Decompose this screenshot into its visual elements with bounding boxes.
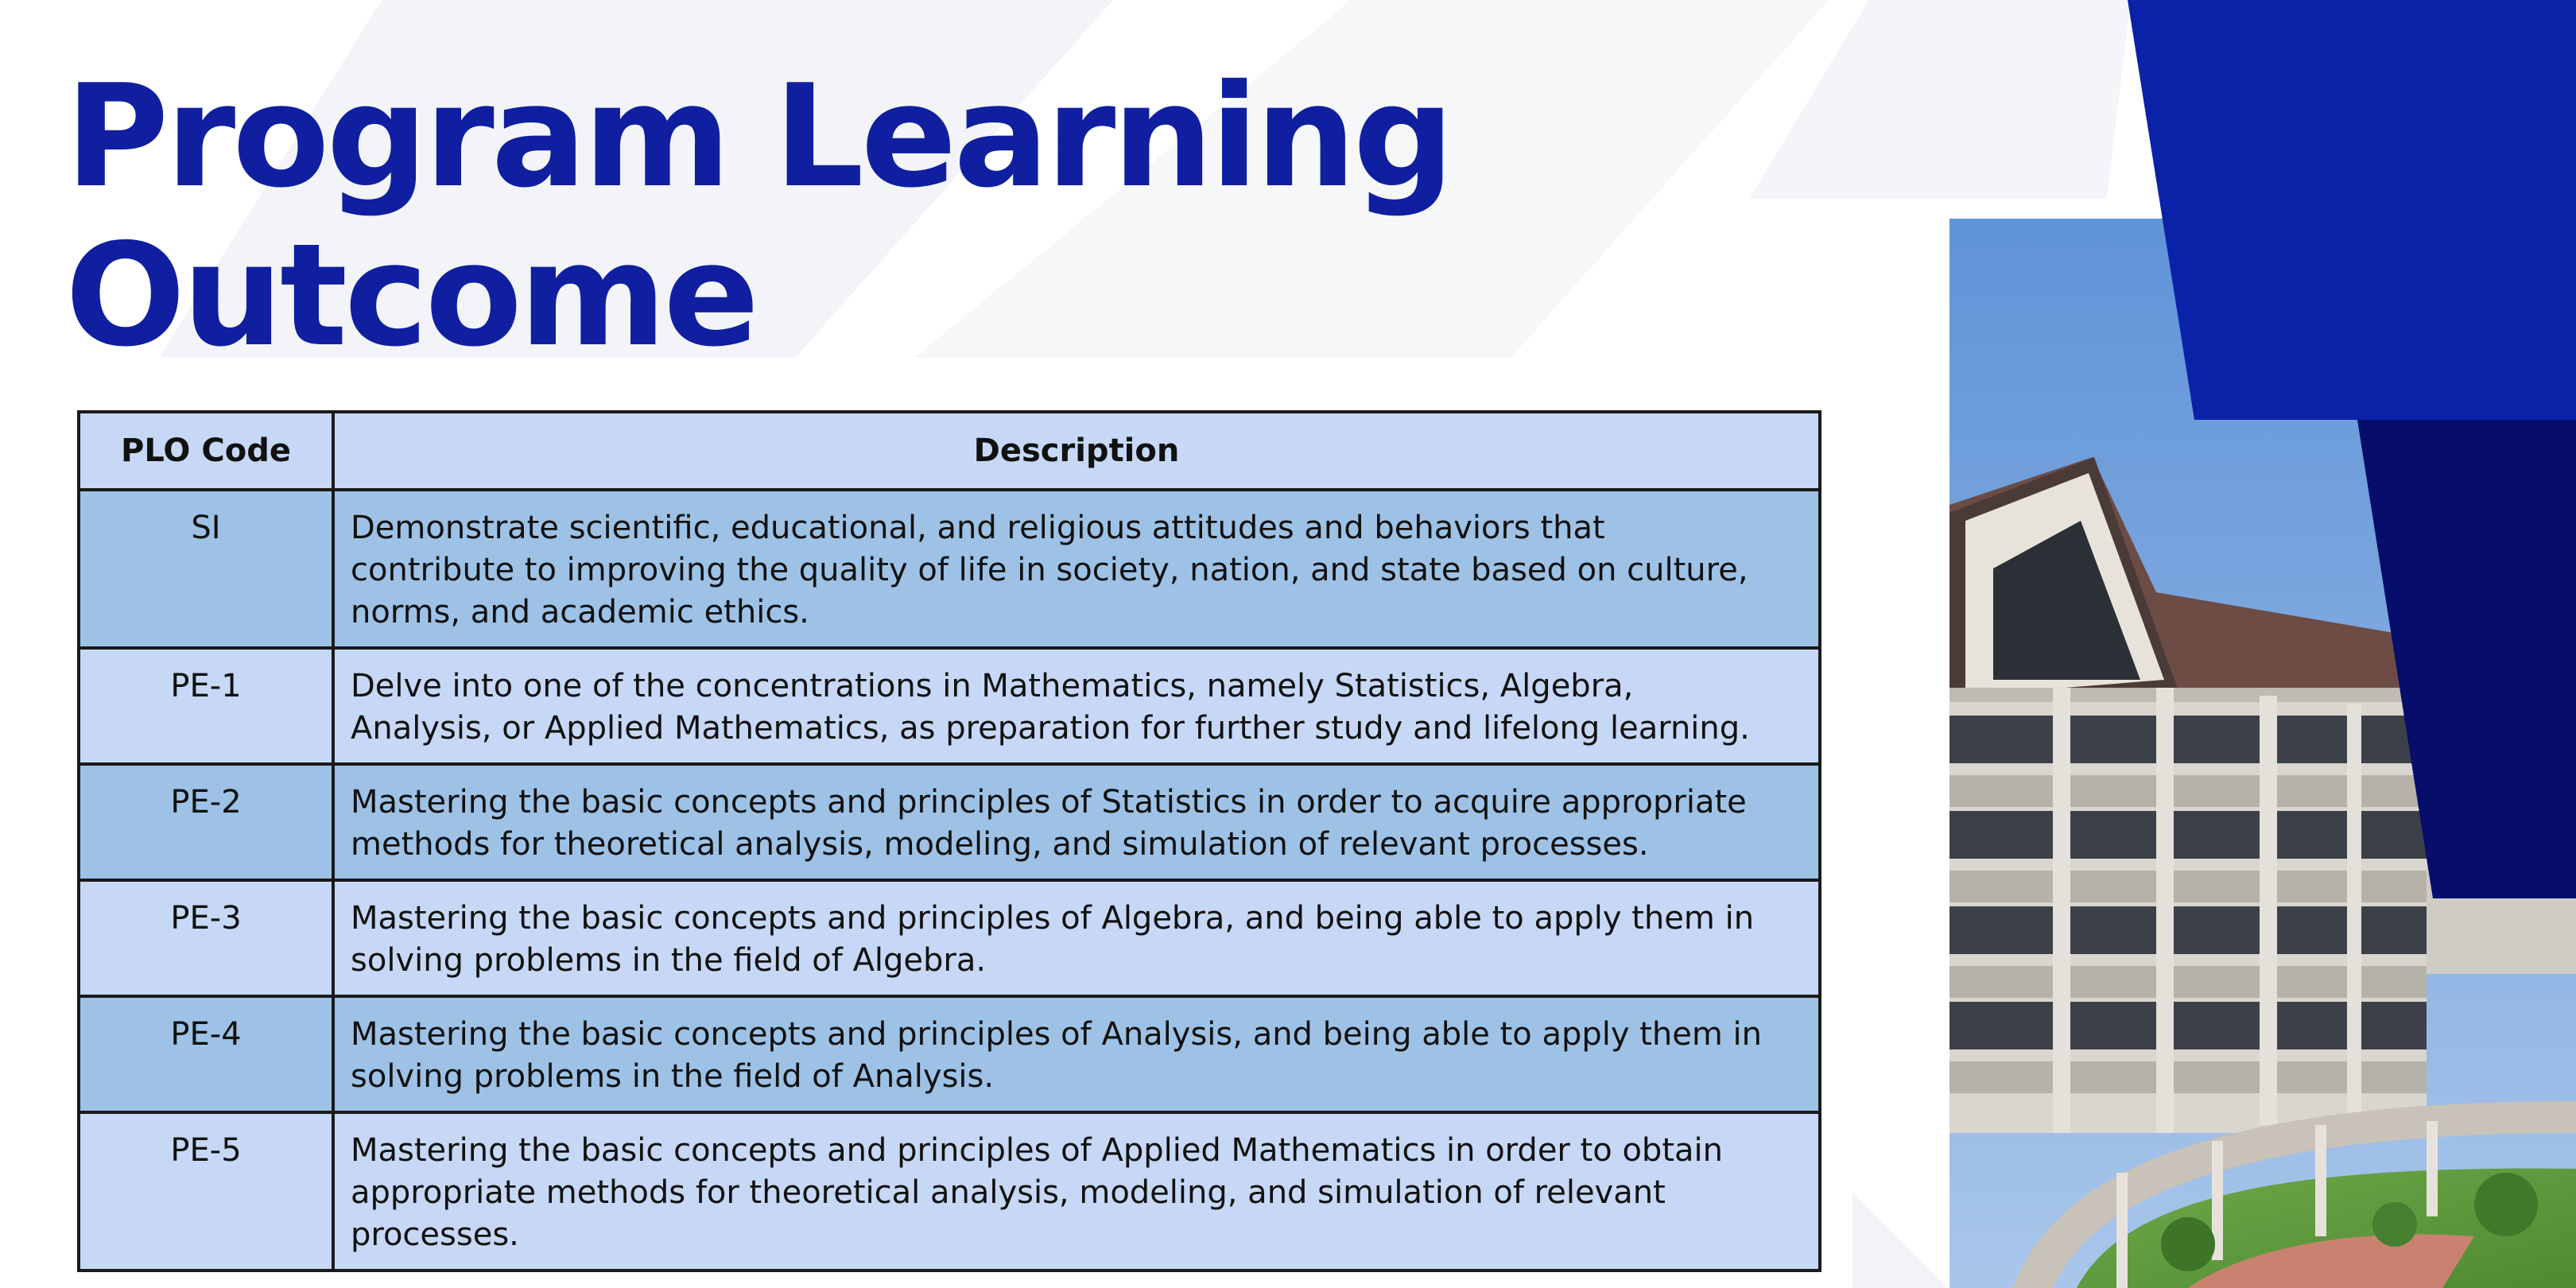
description-line: solving problems in the field of Algebra. (351, 942, 987, 979)
description-line: processes. (351, 1216, 519, 1253)
plo-code-cell: PE-4 (79, 996, 333, 1112)
description-line: appropriate methods for theoretical analysis, modeling, and simulation of relevant (351, 1174, 1666, 1211)
title-line-1: Program Learning (65, 54, 1452, 219)
description-line: contribute to improving the quality of life in society, nation, and state based on culture, (351, 552, 1748, 588)
plo-code-cell: PE-2 (79, 764, 333, 880)
description-line: Demonstrate scientific, educational, and religious attitudes and behaviors that (351, 510, 1605, 546)
plo-code-cell: PE-3 (79, 880, 333, 996)
plo-code-cell: PE-1 (79, 648, 333, 764)
description-line: Mastering the basic concepts and principles of Analysis, and being able to apply them in (351, 1016, 1763, 1053)
header-plo-code: PLO Code (79, 412, 333, 490)
description-line: solving problems in the field of Analysis. (351, 1058, 995, 1095)
title-line-2: Outcome (65, 213, 757, 378)
description-line: Mastering the basic concepts and principles of Applied Mathematics in order to obtain (351, 1132, 1723, 1169)
description-line: Delve into one of the concentrations in Mathematics, namely Statistics, Algebra, (351, 668, 1634, 704)
description-line: norms, and academic ethics. (351, 594, 809, 630)
description-line: Mastering the basic concepts and principles of Statistics in order to acquire appropriate (351, 784, 1747, 821)
header-description: Description (333, 412, 1820, 490)
description-line: Mastering the basic concepts and principles of Algebra, and being able to apply them in (351, 900, 1755, 937)
description-line: methods for theoretical analysis, modeling, and simulation of relevant processes. (351, 826, 1649, 863)
plo-code-cell: SI (79, 490, 333, 648)
plo-code-cell: PE-5 (79, 1112, 333, 1271)
description-line: Analysis, or Applied Mathematics, as preparation for further study and lifelong learning. (351, 710, 1750, 747)
